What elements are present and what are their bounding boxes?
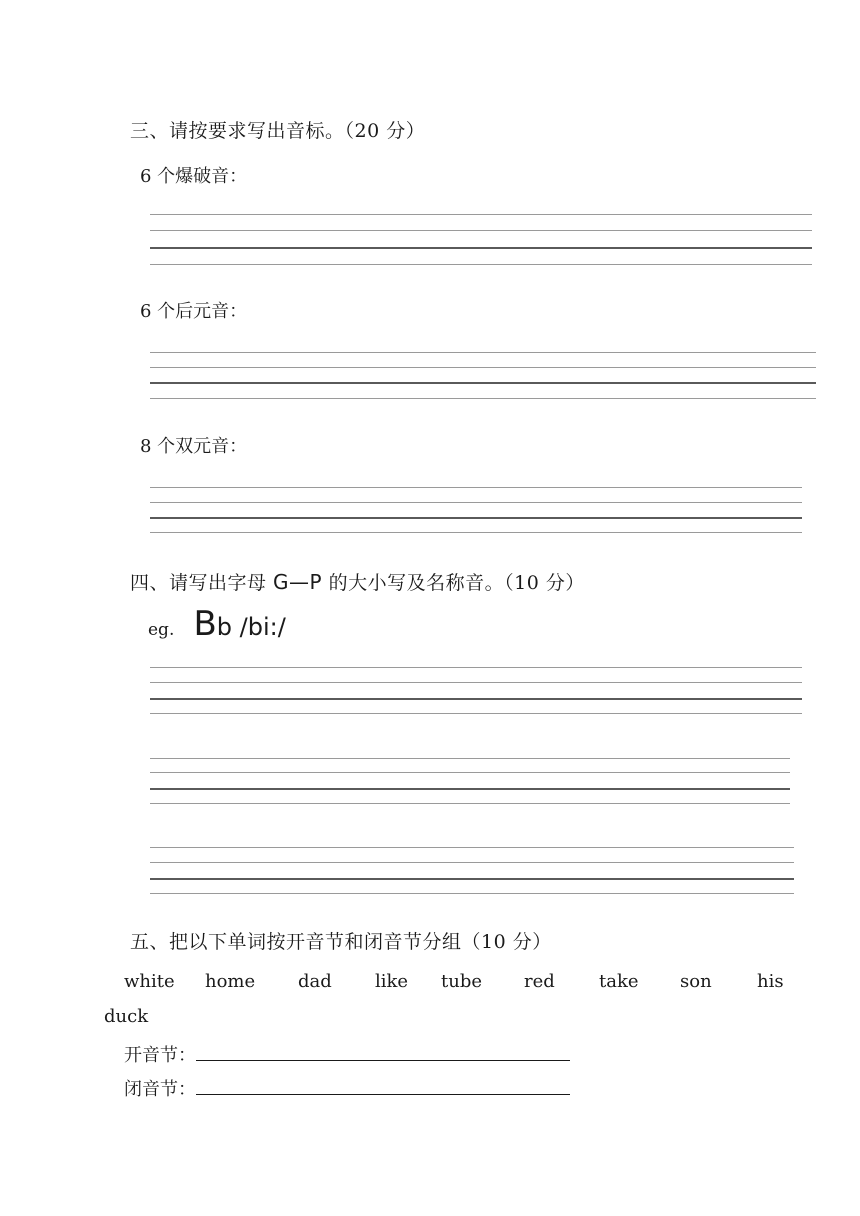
- word-item: home: [205, 971, 256, 992]
- closed-syllable-row: [124, 1075, 570, 1101]
- example-lowercase-and-phonetic: b /bi:/: [216, 613, 286, 641]
- word-item: duck: [104, 1006, 149, 1027]
- diphthongs-writing-lines[interactable]: [150, 487, 802, 537]
- section-4-heading-pre: 四、请写出字母: [130, 572, 274, 594]
- diphthongs-label: 8 个双元音：: [140, 436, 248, 457]
- word-item: tube: [441, 971, 483, 992]
- back-vowels-label: 6 个后元音：: [140, 301, 248, 322]
- section-3-heading: 三、请按要求写出音标。（20 分）: [130, 120, 426, 142]
- section-5-heading: 五、把以下单词按开音节和闭音节分组（10 分）: [130, 931, 552, 953]
- plosives-writing-lines[interactable]: [150, 214, 812, 268]
- letters-writing-lines-1[interactable]: [150, 667, 802, 717]
- example-line: [148, 604, 286, 644]
- letters-writing-lines-2[interactable]: [150, 758, 790, 808]
- letters-writing-lines-3[interactable]: [150, 847, 794, 897]
- word-item: son: [680, 971, 712, 992]
- word-item: like: [375, 971, 409, 992]
- word-item: dad: [298, 971, 332, 992]
- open-syllable-row: [124, 1041, 570, 1067]
- word-item: red: [524, 971, 555, 992]
- section-4-heading-post: 的大小写及名称音。（10 分）: [322, 572, 585, 594]
- back-vowels-writing-lines[interactable]: [150, 352, 816, 402]
- word-item: his: [757, 971, 784, 992]
- example-label: eg.: [148, 620, 175, 640]
- example-capital-letter: B: [193, 604, 217, 644]
- closed-syllable-label: 闭音节：: [124, 1079, 196, 1100]
- word-item: take: [599, 971, 639, 992]
- letter-range: G—P: [273, 570, 323, 594]
- section-4-heading: [130, 568, 585, 595]
- open-syllable-answer-blank[interactable]: [196, 1044, 570, 1061]
- plosives-label: 6 个爆破音：: [140, 166, 248, 187]
- open-syllable-label: 开音节：: [124, 1045, 196, 1066]
- closed-syllable-answer-blank[interactable]: [196, 1078, 570, 1095]
- word-item: white: [124, 971, 175, 992]
